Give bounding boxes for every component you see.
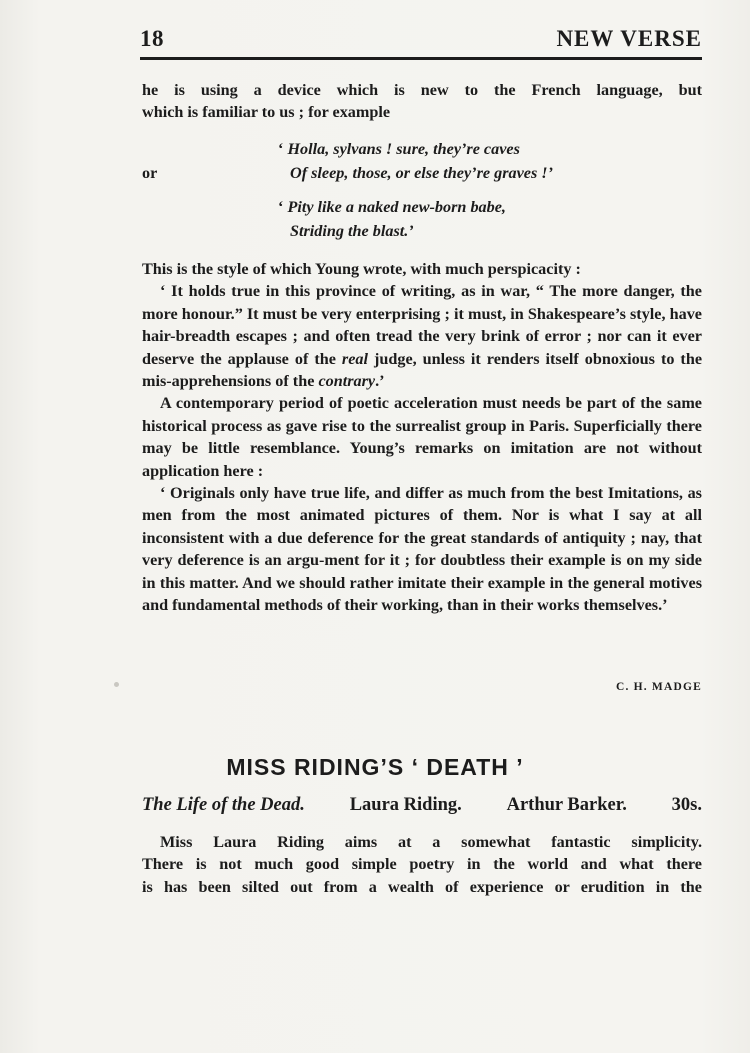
page-number: 18 [140,26,164,51]
or-label: or [142,164,158,182]
verse-quote-1-line-2: Of sleep, those, or else they’re graves !’ [290,164,553,182]
book-author: Laura Riding. [349,795,462,815]
verse-quote-1-line-1: ‘ Holla, sylvans ! sure, they’re caves [278,140,520,158]
verse-quote-2-line-1: ‘ Pity like a naked new-born babe, [278,198,506,216]
page-header [140,24,702,60]
intro-line-2: which is familiar to us ; for example [142,103,391,122]
running-head: NEW VERSE [556,26,702,51]
review-paragraph [142,831,702,898]
review-line-1: Miss Laura Riding aims at a somewhat fantastic simplicity. [160,833,702,851]
intro-paragraph [142,79,702,124]
young-intro: This is the style of which Young wrote, with much perspicacity : [142,260,581,278]
young-quote: ‘ It holds true in this province of writing, as in war, “ The more danger, the more honour.” It must be very enterprising ; it must, in Shakespeare’s style, have hair-breadth escapes ; and often tread the very brink of error ; nor can it ever deserve the applause of the real judge, unless it renders itself obnoxious to the mis-apprehensions of the contrary.’ [142,282,703,391]
paper-speck [114,682,119,687]
review-line-2: There is not much good simple poetry in the world and what there [142,855,702,874]
review-citation [142,795,702,816]
book-title: The Life of the Dead. [142,795,305,815]
review-line-3: is has been silted out from a wealth of experience or erudition in the [142,877,702,896]
book-publisher: Arthur Barker. [506,795,627,815]
contemporary-paragraph: A contemporary period of poetic acceleration must needs be part of the same historical process as gave rise to the surrealist group in Paris. Superficially there may be little resemblance. Young’s remarks on imitation are not without application here : [142,394,702,480]
section-title: MISS RIDING’S ‘ DEATH ’ [226,754,524,780]
originals-quote: ‘ Originals only have true life, and differ as much from the best Imitations, as men from the most animated pictures of them. Nor is what I say at all inconsistent with a due deference for the great standards of antiquity ; nay, that very deference is an argu-ment for it ; for doubtless their example is on my side in this matter. And we should rather imitate their example in the general motives and fundamental methods of their working, than in their works themselves.’ [142,484,702,615]
intro-line-1: he is using a device which is new to the French language, but [142,81,702,99]
young-section [142,258,702,617]
verse-quote-1 [278,137,553,185]
header-rule [140,57,702,60]
author-signature: C. H. MADGE [615,681,702,693]
verse-quote-2-line-2: Striding the blast.’ [290,222,414,240]
book-price: 30s. [671,795,702,815]
verse-quote-2 [278,195,506,243]
